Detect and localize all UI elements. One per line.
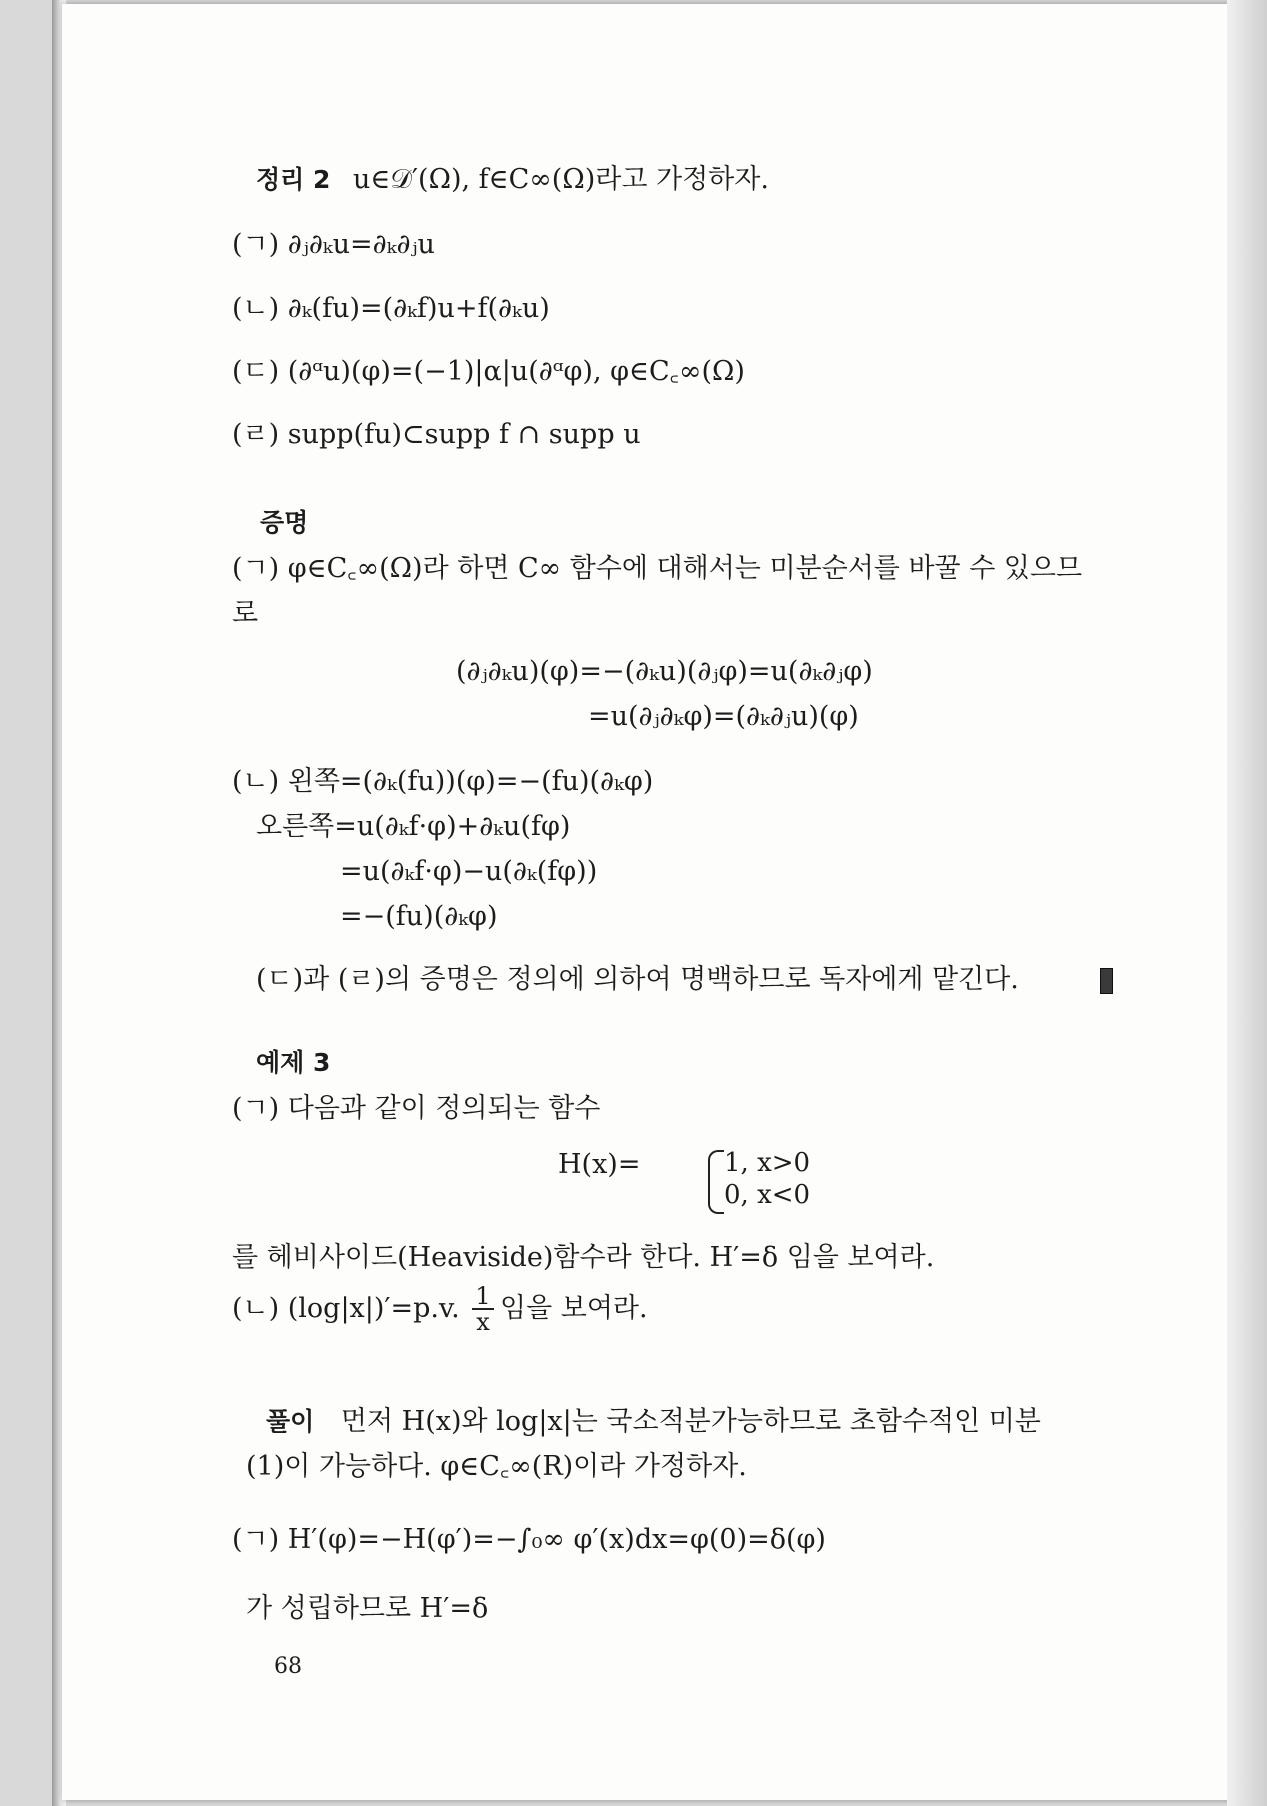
- proof-line-1: (ㄱ) φ∈C꜀∞(Ω)라 하면 C∞ 함수에 대해서는 미분순서를 바꿀 수 있으므: [232, 553, 1083, 584]
- theorem-item-a: (ㄱ) ∂ⱼ∂ₖu=∂ₖ∂ⱼu: [232, 229, 435, 260]
- theorem-item-d: (ㄹ) supp(fu)⊂supp f ∩ supp u: [232, 419, 641, 450]
- page-number: 68: [274, 1654, 302, 1679]
- proof-line-2: 로: [232, 598, 259, 629]
- example-line-3b: 임을 보여라.: [500, 1293, 648, 1324]
- proof-b-line-3: =u(∂ₖf·φ)−u(∂ₖ(fφ)): [340, 856, 598, 887]
- solution-line-2: (1)이 가능하다. φ∈C꜀∞(R)이라 가정하자.: [246, 1451, 747, 1482]
- fraction-one-over-x: [472, 1284, 494, 1334]
- theorem-label: 정리 2: [256, 165, 331, 194]
- case-negative: 0, x<0: [724, 1180, 811, 1210]
- solution-line-1: [266, 1405, 1041, 1439]
- example-line-2: 를 헤비사이드(Heaviside)함수라 한다. H′=δ 임을 보여라.: [232, 1242, 935, 1273]
- qed-mark: [1100, 968, 1113, 994]
- cases-brace: [708, 1150, 724, 1214]
- page-edge-shadow: [1227, 0, 1267, 1806]
- proof-b-line-1: (ㄴ) 왼쪽=(∂ₖ(fu))(φ)=−(fu)(∂ₖφ): [232, 766, 654, 797]
- solution-label: 풀이: [266, 1407, 315, 1436]
- fraction-numerator: 1: [472, 1284, 494, 1310]
- solution-equation: (ㄱ) H′(φ)=−H(φ′)=−∫₀∞ φ′(x)dx=φ(0)=δ(φ): [232, 1524, 826, 1555]
- theorem-item-b: (ㄴ) ∂ₖ(fu)=(∂ₖf)u+f(∂ₖu): [232, 293, 550, 324]
- proof-b-line-2: 오른쪽=u(∂ₖf·φ)+∂ₖu(fφ): [256, 811, 571, 842]
- case-positive: 1, x>0: [724, 1148, 811, 1178]
- proof-label: 증명: [260, 508, 309, 537]
- heaviside-lhs: H(x)=: [558, 1149, 641, 1180]
- example-line-3a: (ㄴ) (log|x|)′=p.v.: [232, 1293, 460, 1324]
- proof-closing: (ㄷ)과 (ㄹ)의 증명은 정의에 의하여 명백하므로 독자에게 맡긴다.: [256, 964, 1019, 995]
- theorem-item-c: (ㄷ) (∂ᵅu)(φ)=(−1)|α|u(∂ᵅφ), φ∈C꜀∞(Ω): [232, 356, 745, 387]
- theorem-statement: u∈𝒟′(Ω), f∈C∞(Ω)라고 가정하자.: [353, 164, 769, 195]
- proof-equation-2: =u(∂ⱼ∂ₖφ)=(∂ₖ∂ⱼu)(φ): [588, 701, 859, 732]
- solution-text-1: 먼저 H(x)와 log|x|는 국소적분가능하므로 초함수적인 미분: [340, 1406, 1041, 1437]
- example-label: 예제 3: [256, 1048, 331, 1077]
- theorem-heading: [256, 163, 769, 197]
- proof-equation-1: (∂ⱼ∂ₖu)(φ)=−(∂ₖu)(∂ⱼφ)=u(∂ₖ∂ⱼφ): [456, 656, 873, 687]
- example-line-1: (ㄱ) 다음과 같이 정의되는 함수: [232, 1093, 601, 1124]
- proof-b-line-4: =−(fu)(∂ₖφ): [340, 901, 498, 932]
- solution-line-3: 가 성립하므로 H′=δ: [246, 1593, 489, 1624]
- fraction-denominator: x: [476, 1308, 490, 1336]
